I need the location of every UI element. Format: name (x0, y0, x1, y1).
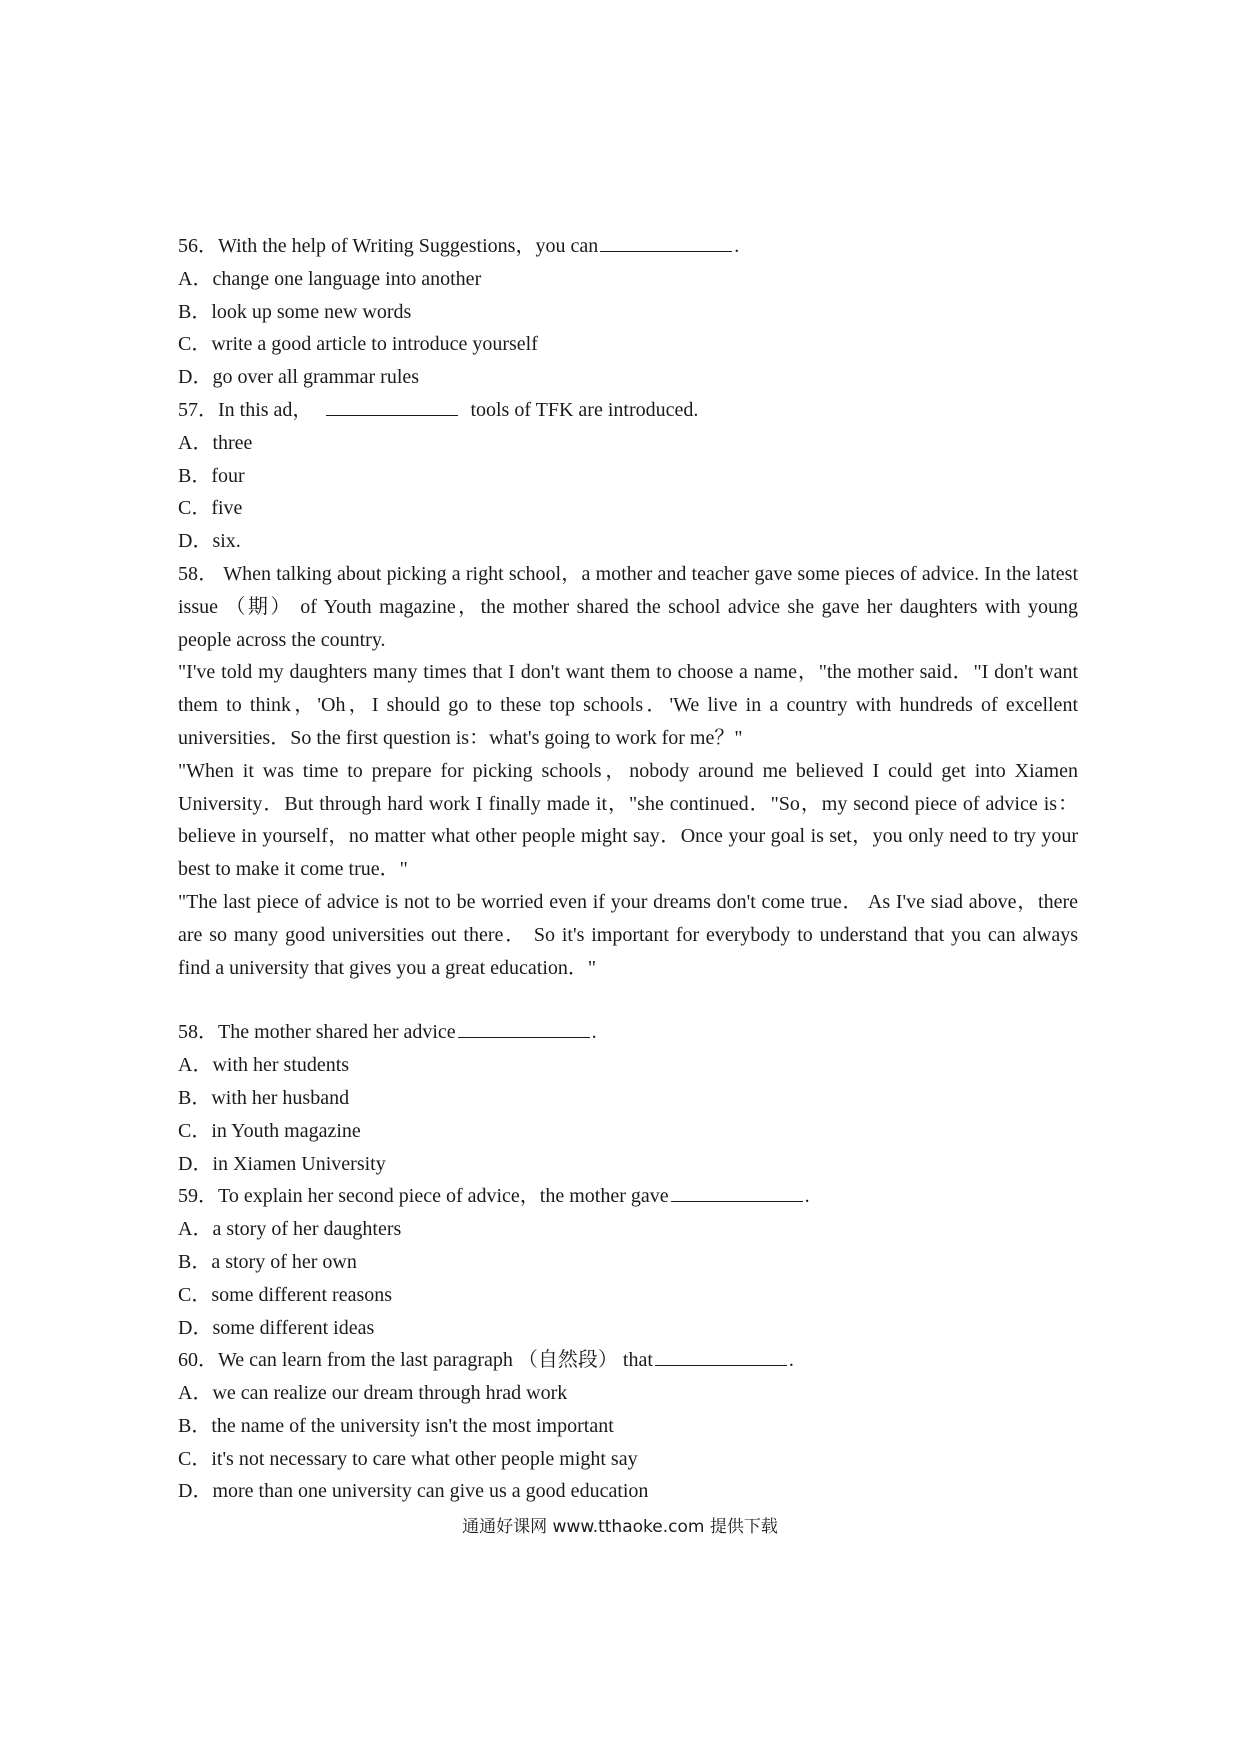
question-56-stem (178, 230, 1078, 263)
question-stem-end: . (804, 1185, 810, 1208)
question-stem-text: 59．To explain her second piece of advice，the mother gave (178, 1185, 669, 1208)
section-gap (178, 984, 1078, 1016)
option-c: C．in Youth magazine (178, 1119, 361, 1142)
option-c: C．write a good article to introduce yourself (178, 333, 538, 356)
option-d: D．six. (178, 530, 241, 553)
question-57-stem (178, 394, 1078, 427)
answer-blank (326, 395, 458, 416)
option-d: D．more than one university can give us a good education (178, 1480, 649, 1503)
question-stem-text: 60．We can learn from the last paragraph （自然段） that (178, 1349, 653, 1372)
answer-blank (600, 231, 732, 252)
option-a: A．change one language into another (178, 267, 482, 290)
option-c: C．some different reasons (178, 1283, 393, 1306)
question-58-stem (178, 1016, 1078, 1049)
option-b: B．four (178, 464, 245, 487)
question-stem-end: . (788, 1349, 794, 1372)
option-a: A．with her students (178, 1054, 350, 1077)
option-a: A．a story of her daughters (178, 1218, 402, 1241)
option-a: A．three (178, 431, 253, 454)
option-a: A．we can realize our dream through hrad work (178, 1382, 568, 1405)
question-stem-end: . (734, 235, 740, 257)
option-c: C．it's not necessary to care what other people might say (178, 1447, 638, 1470)
question-stem-end: tools of TFK are introduced. (470, 398, 699, 421)
question-stem-text: 56．With the help of Writing Suggestions，you can (178, 235, 599, 257)
option-b: B．the name of the university isn't the most important (178, 1414, 614, 1437)
question-stem-end: . (591, 1021, 597, 1044)
passage-paragraph-1: 58． When talking about picking a right school，a mother and teacher gave some pieces of advice. In the latest issue （期） of Youth magazine，the mother shared the school advice she gave her daughters with young people across the country. (178, 562, 1078, 651)
question-stem-text: 58．The mother shared her advice (178, 1021, 456, 1044)
question-60-stem (178, 1344, 1078, 1377)
option-b: B．a story of her own (178, 1250, 357, 1273)
answer-blank (458, 1017, 590, 1038)
page-footer: 通通好课网 www.tthaoke.com 提供下载 (462, 1517, 778, 1537)
question-59-stem (178, 1180, 1078, 1213)
option-b: B．with her husband (178, 1086, 350, 1109)
option-d: D．go over all grammar rules (178, 366, 420, 389)
option-b: B．look up some new words (178, 300, 412, 323)
question-stem-text: 57．In this ad， (178, 398, 313, 421)
passage-paragraph-3: "When it was time to prepare for picking schools，nobody around me believed I could get into Xiamen University．But through hard work I finally made it，"she continued．"So，my second piece of advice is：believe in yourself，no matter what other people might say．Once your goal is set，you only need to try your best to make it come true．" (178, 759, 1078, 881)
option-d: D．in Xiamen University (178, 1152, 386, 1175)
option-c: C．five (178, 497, 243, 520)
option-d: D．some different ideas (178, 1316, 375, 1339)
answer-blank (671, 1181, 803, 1202)
exam-page (178, 230, 1078, 1508)
answer-blank (655, 1345, 787, 1366)
passage-paragraph-4: "The last piece of advice is not to be worried even if your dreams don't come true． As I've siad above，there are so many good universities out there． So it's important for everybody to understand that you can always find a university that gives you a great education．" (178, 890, 1078, 979)
passage-paragraph-2: "I've told my daughters many times that I don't want them to choose a name，"the mother said．"I don't want them to think，'Oh，I should go to these top schools．'We live in a country with hundreds of excellent universities．So the first question is：what's going to work for me？" (178, 661, 1078, 749)
